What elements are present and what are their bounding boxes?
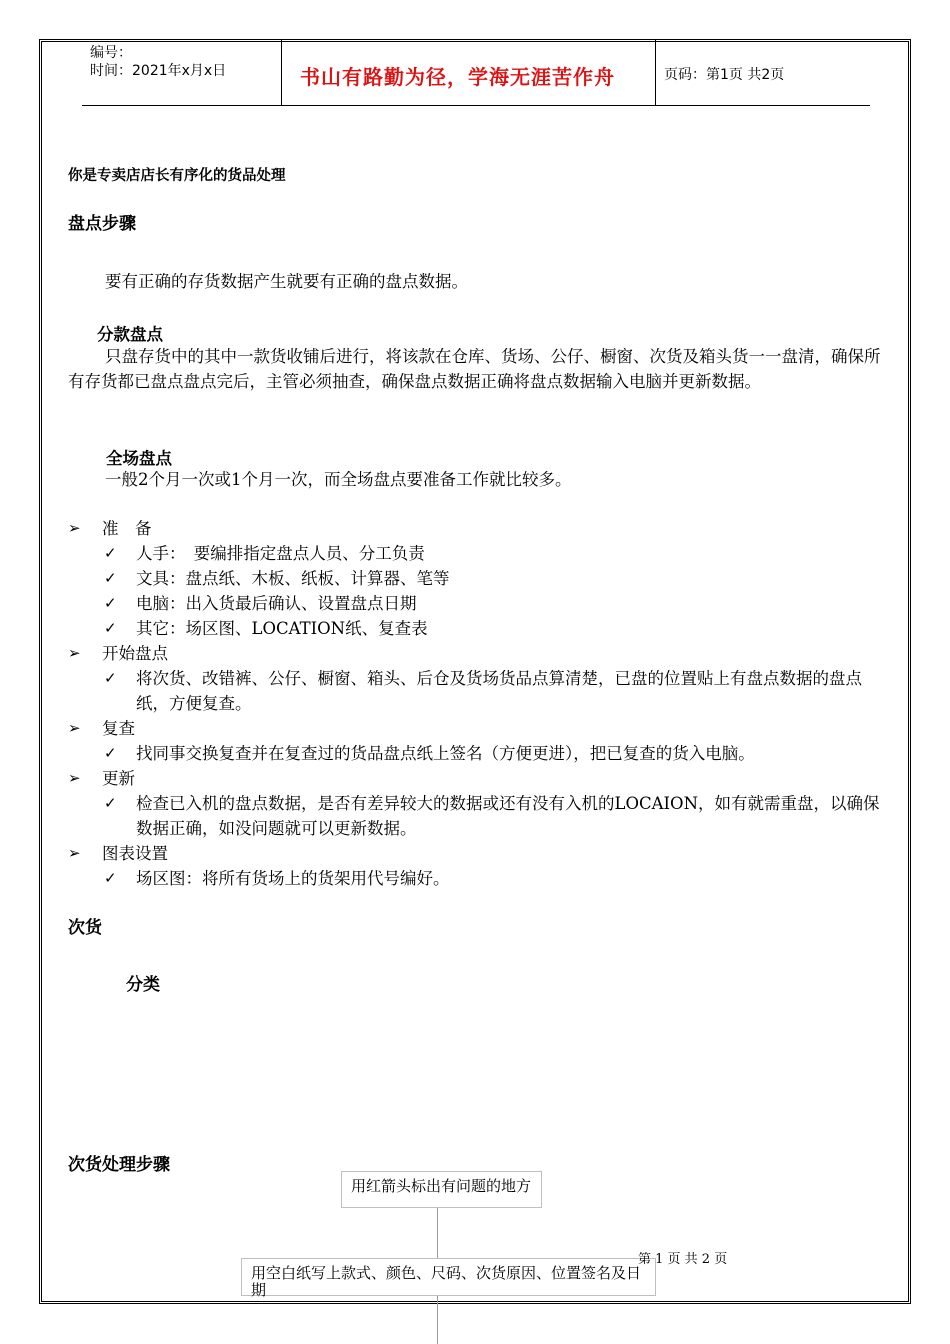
list-item: 场区图：将所有货场上的货架用代号编好。 — [136, 869, 450, 888]
checkmark-icon: ✓ — [104, 619, 117, 637]
header-divider-left — [281, 39, 282, 105]
partial-count-heading: 分款盘点 — [97, 325, 163, 344]
list-group-label: 准 备 — [102, 519, 152, 538]
checkmark-icon: ✓ — [104, 544, 117, 562]
list-item: 人手： 要编排指定盘点人员、分工负责 — [136, 544, 425, 563]
full-count-paragraph: 一般2个月一次或1个月一次，而全场盘点要准备工作就比较多。 — [105, 470, 572, 489]
defective-process-heading: 次货处理步骤 — [68, 1155, 170, 1175]
checkmark-icon: ✓ — [104, 744, 117, 762]
header-divider-right — [655, 39, 656, 105]
flow-step-text: 用空白纸写上款式、颜色、尺码、次货原因、位置签名及日期 — [251, 1264, 642, 1299]
list-item: 检查已入机的盘点数据，是否有差异较大的数据或还有没有入机的LOCAION，如有就需重盘，以确保数据正确，如没问题就可以更新数据。 — [136, 794, 880, 838]
list-item: 将次货、改错裤、公仔、橱窗、箱头、后仓及货场货品点算清楚，已盘的位置贴上有盘点数据的盘点纸，方便复查。 — [136, 669, 862, 713]
arrowhead-bullet-icon: ➢ — [68, 644, 81, 662]
list-item: 其它：场区图、LOCATION纸、复查表 — [136, 619, 428, 638]
flow-step-text: 用红箭头标出有问题的地方 — [351, 1177, 532, 1195]
list-group-label: 复查 — [102, 719, 135, 738]
document-title: 你是专卖店店长有序化的货品处理 — [68, 168, 286, 184]
checkmark-icon: ✓ — [104, 669, 117, 687]
classification-heading: 分类 — [126, 975, 160, 995]
checkmark-icon: ✓ — [104, 594, 117, 612]
header-time-label: 时间：2021年x月x日 — [90, 63, 227, 79]
arrowhead-bullet-icon: ➢ — [68, 769, 81, 787]
header-motto: 书山有路勤为径，学海无涯苦作舟 — [300, 65, 615, 89]
header-number-label: 编号： — [90, 45, 132, 61]
flow-step-box — [241, 1258, 656, 1299]
full-count-heading: 全场盘点 — [106, 449, 172, 468]
section-heading-defective: 次货 — [68, 918, 102, 938]
checkmark-icon: ✓ — [104, 869, 117, 887]
arrowhead-bullet-icon: ➢ — [68, 719, 81, 737]
header-page-label: 页码：第1页 共2页 — [664, 67, 785, 83]
section-heading-inventory: 盘点步骤 — [68, 214, 136, 234]
list-group-label: 开始盘点 — [102, 644, 168, 663]
list-group-label: 图表设置 — [102, 844, 168, 863]
list-group-label: 更新 — [102, 769, 135, 788]
header-bottom-rule — [82, 105, 870, 106]
intro-paragraph: 要有正确的存货数据产生就要有正确的盘点数据。 — [105, 272, 468, 291]
page-footer: 第 1 页 共 2 页 — [638, 1252, 728, 1267]
list-item: 电脑：出入货最后确认、设置盘点日期 — [136, 594, 417, 613]
header-top-rule — [82, 39, 870, 40]
flow-step-box — [341, 1171, 542, 1208]
partial-count-paragraph: 只盘存货中的其中一款货收铺后进行，将该款在仓库、货场、公仔、橱窗、次货及箱头货一一盘清，确保所有存货都已盘点盘点完后，主管必须抽查，确保盘点数据正确将盘点数据输入电脑并更新数据。 — [68, 347, 881, 391]
checkmark-icon: ✓ — [104, 794, 117, 812]
list-item: 文具：盘点纸、木板、纸板、计算器、笔等 — [136, 569, 450, 588]
list-item: 找同事交换复查并在复查过的货品盘点纸上签名（方便更进），把已复查的货入电脑。 — [136, 744, 755, 763]
arrowhead-bullet-icon: ➢ — [68, 519, 81, 537]
checkmark-icon: ✓ — [104, 569, 117, 587]
arrowhead-bullet-icon: ➢ — [68, 844, 81, 862]
